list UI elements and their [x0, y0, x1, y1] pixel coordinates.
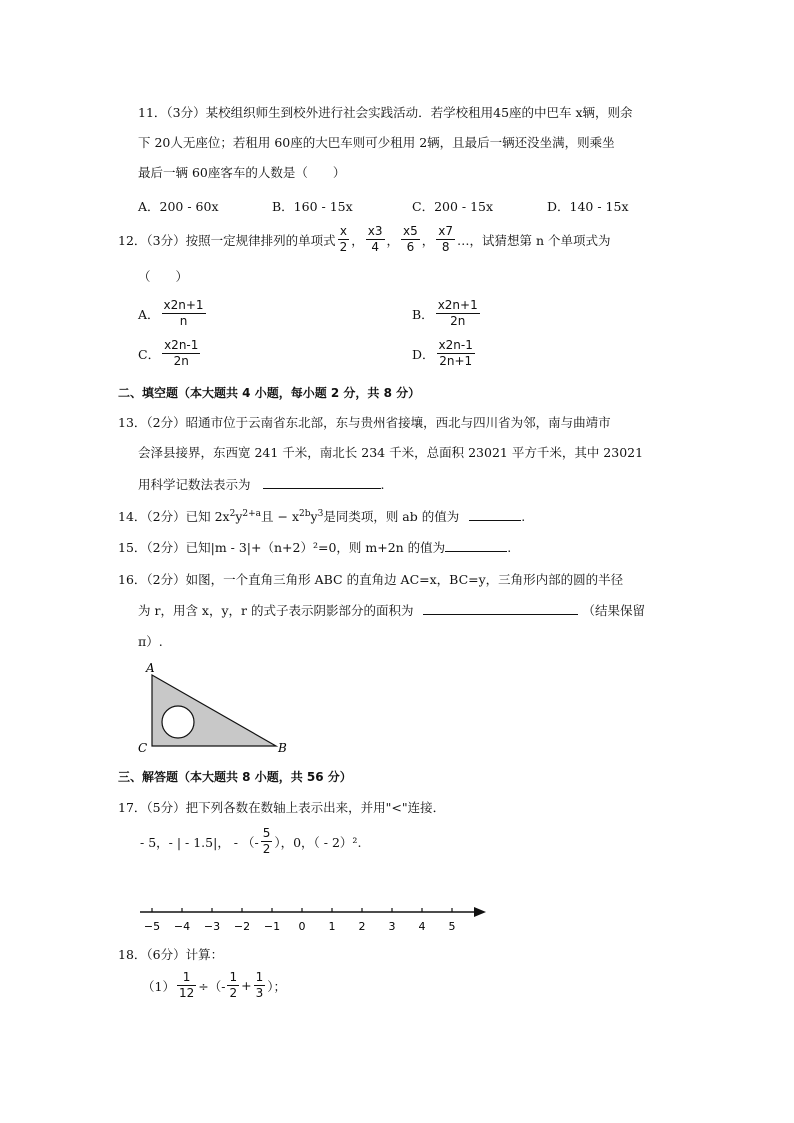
q11-line2: 下 20人无座位；若租用 60座的大巴车则可少租用 2辆，且最后一辆还没坐满，则乘坐: [138, 135, 615, 150]
q12-term-1: $\frac{x}{2}$: [339, 224, 348, 254]
tick-label: −2: [233, 920, 251, 933]
q11-option-b: B．160 - 15x: [272, 199, 353, 214]
q12-option-d: D． $\frac{x2n-1}{2n+1}$: [412, 338, 473, 368]
q13-line3: 用科学记数法表示为 .: [138, 477, 385, 492]
tick-label: −4: [173, 920, 191, 933]
tick-label: 4: [418, 920, 426, 933]
q12-line1: 12．（3分）按照一定规律排列的单项式 $\frac{x}{2}$ ， $\frac{x3}{4}$ ， $\frac{x5}{6}$ ， $\frac{x7}{8}$ …，试猜想第 n 个单项式为: [118, 224, 611, 254]
tick-label: 5: [448, 920, 456, 933]
q11-option-d: D．140 - 15x: [547, 199, 629, 214]
vertex-c-label: C: [138, 741, 148, 755]
q12-option-a: A． $\frac{x2n+1}{n}$: [138, 298, 204, 328]
q15-answer-blank[interactable]: [445, 539, 507, 552]
q16-line3: π）.: [138, 634, 163, 649]
q12-paren: （ ）: [138, 269, 189, 284]
q12-option-c: C． $\frac{x2n-1}{2n}$: [138, 338, 199, 368]
vertex-b-label: B: [278, 741, 287, 755]
tick-label: 0: [298, 920, 306, 933]
q15-line: 15．（2分）已知|m - 3|+（n+2）²=0，则 m+2n 的值为 .: [118, 540, 512, 555]
tick-label: −1: [263, 920, 281, 933]
inner-circle: [162, 706, 194, 738]
vertex-a-label: A: [146, 661, 155, 675]
q12-term-4: $\frac{x7}{8}$: [438, 224, 454, 254]
tick-label: −3: [203, 920, 221, 933]
q17-numbers: - 5，- | - 1.5|， - （- $\frac{5}{2}$ ），0，（ - 2）².: [140, 826, 362, 856]
section-2-heading: 二、填空题（本大题共 4 小题，每小题 2 分，共 8 分）: [118, 386, 421, 400]
q16-line2: 为 r，用含 x，y，r 的式子表示阴影部分的面积为 （结果保留: [138, 603, 645, 618]
q18-part1: （1） $\frac{1}{12}$ ÷（- $\frac{1}{2}$ + $\frac{1}{3}$ ）；: [142, 970, 286, 1000]
q17-line1: 17．（5分）把下列各数在数轴上表示出来，并用"<"连接．: [118, 800, 446, 815]
q16-answer-blank[interactable]: [423, 602, 578, 615]
q17-number-line: [136, 900, 496, 940]
number-line-arrow: [474, 907, 486, 917]
q12-term-2: $\frac{x3}{4}$: [367, 224, 383, 254]
q11-option-c: C．200 - 15x: [412, 199, 494, 214]
section-3-heading: 三、解答题（本大题共 8 小题，共 56 分）: [118, 770, 352, 784]
q13-line2: 会泽县接界，东西宽 241 千米，南北长 234 千米，总面积 23021 平方千米，其中 23021: [138, 445, 644, 460]
tick-label: 1: [328, 920, 336, 933]
tick-label: 2: [358, 920, 366, 933]
q14-answer-blank[interactable]: [469, 508, 521, 521]
q12-lead: 12．（3分）按照一定规律排列的单项式: [118, 232, 336, 248]
q16-triangle-figure: [130, 660, 300, 760]
q12-term-3: $\frac{x5}{6}$: [403, 224, 418, 254]
q14-line: 14．（2分）已知 $2x^2y^{2+a}$且 − $x^{2b}y^3$是同类项，则 ab 的值为 .: [118, 509, 526, 524]
q12-option-b: B． $\frac{x2n+1}{2n}$: [412, 298, 478, 328]
tick-label: −5: [143, 920, 161, 933]
q13-answer-blank[interactable]: [263, 476, 381, 489]
q13-line1: 13．（2分）昭通市位于云南省东北部，东与贵州省接壤，西北与四川省为邻，南与曲靖市: [118, 415, 611, 430]
q16-line1: 16．（2分）如图，一个直角三角形 ABC 的直角边 AC=x，BC=y，三角形内部的圆的半径: [118, 572, 624, 587]
q11-option-a: A．200 - 60x: [138, 199, 219, 214]
q12-tail: …，试猜想第 n 个单项式为: [457, 232, 611, 248]
q11-line3: 最后一辆 60座客车的人数是（ ）: [138, 165, 346, 180]
tick-label: 3: [388, 920, 396, 933]
q17-fraction: $\frac{5}{2}$: [262, 826, 271, 856]
q18-line1: 18．（6分）计算：: [118, 947, 224, 962]
q11-line1: 11．（3分）某校组织师生到校外进行社会实践活动．若学校租用45座的中巴车 x辆，则余: [138, 105, 633, 120]
